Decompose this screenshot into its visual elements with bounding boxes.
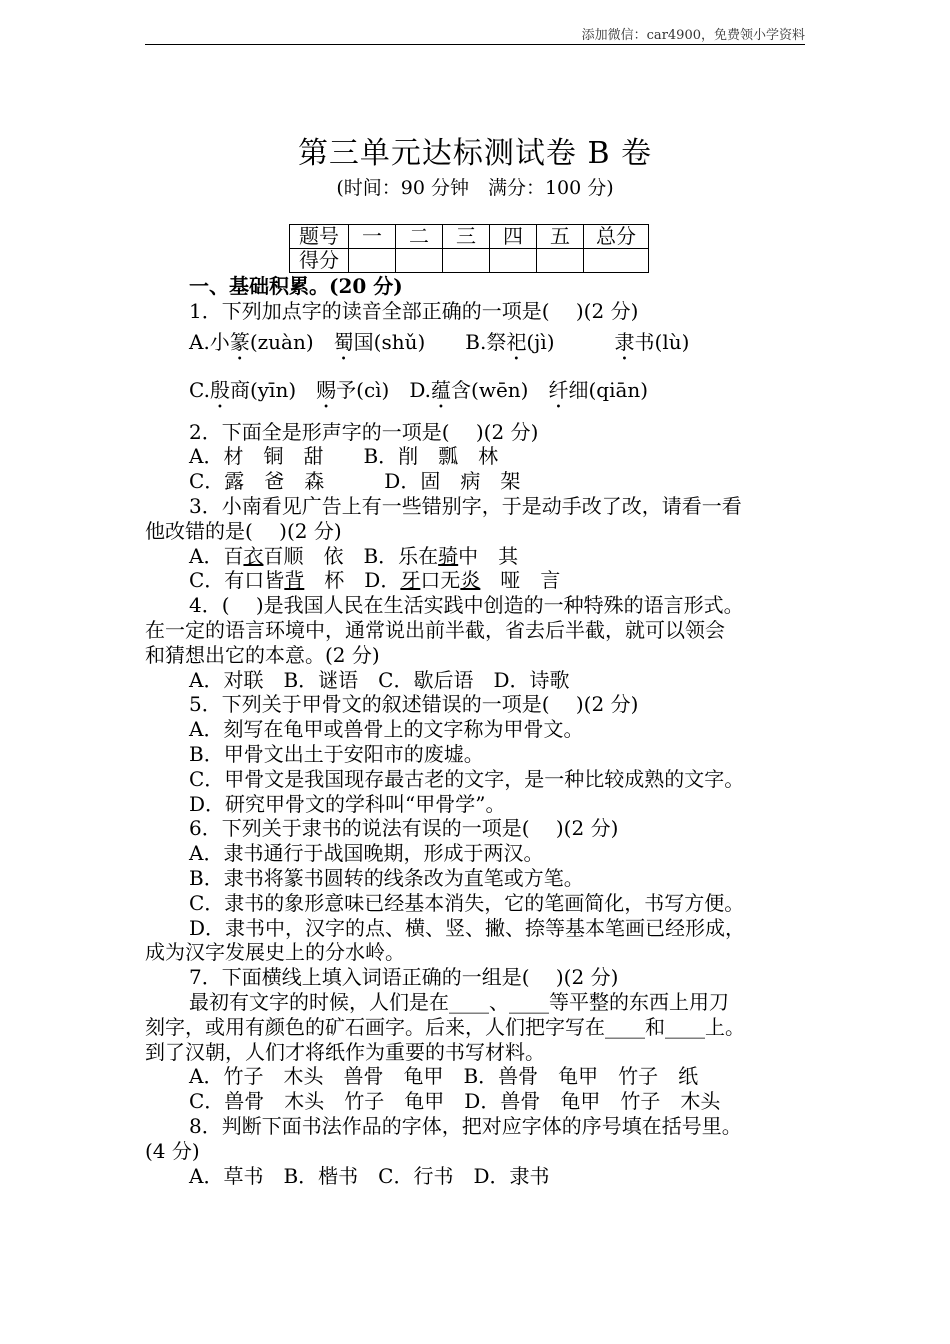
passage-line: 刻字，或用有颜色的矿石画字。后来，人们把字写在____和____上。 (145, 1014, 745, 1039)
option-line: B．甲骨文出土于安阳市的废墟。 (189, 741, 484, 766)
score-header-label: 题号 (290, 225, 349, 249)
header-note: 添加微信：car4900，免费领小学资料 (581, 28, 805, 43)
score-header-total: 总分 (584, 225, 649, 249)
option-line: A．隶书通行于战国晚期，形成于两汉。 (189, 841, 544, 866)
score-cell[interactable] (349, 249, 396, 273)
option-text: 口无 (420, 568, 461, 593)
page-subtitle: (时间：90 分钟 满分：100 分) (336, 177, 614, 199)
score-table-header-row (290, 225, 649, 249)
option-text: 细(qiān) (568, 377, 649, 402)
option-line (145, 568, 825, 593)
option-text: 含(wēn) (451, 377, 549, 402)
option-line: B．隶书将篆书圆转的线条改为直笔或方笔。 (189, 865, 584, 890)
score-total-cell[interactable] (584, 249, 649, 273)
option-line: A．对联 B．谜语 C．歇后语 D．诗歌 (189, 667, 570, 692)
score-header-cell: 一 (349, 225, 396, 249)
exam-content (145, 274, 825, 1188)
option-text: 予(cì) D. (336, 377, 432, 402)
option-text: A．百 (189, 543, 244, 568)
dotted-char: 蕴 (431, 377, 452, 402)
question-stem: 4．( )是我国人民在生活实践中创造的一种特殊的语言形式。 (189, 593, 744, 618)
option-line: C．隶书的象形意味已经基本消失，它的笔画简化，书写方便。 (189, 890, 745, 915)
dotted-char: 蜀 (333, 329, 354, 354)
option-text: A.小 (189, 329, 230, 354)
page-title: 第三单元达标测试卷 B 卷 (297, 136, 653, 171)
option-line: A．刻写在龟甲或兽骨上的文字称为甲骨文。 (189, 717, 584, 742)
underlined-char: 背 (284, 568, 305, 593)
option-line: D．研究甲骨文的学科叫“甲骨学”。 (189, 791, 506, 816)
score-table (289, 224, 649, 273)
option-line: A．材 铜 甜 B．削 瓢 林 (189, 444, 499, 469)
option-text: C．有口皆 (189, 568, 285, 593)
question-stem-cont: 和猜想出它的本意。(2 分) (145, 642, 380, 667)
underlined-char: 衣 (243, 543, 264, 568)
option-text: 哑 言 (480, 568, 561, 593)
score-cell[interactable] (396, 249, 443, 273)
option-text: 商(yīn) (229, 377, 317, 402)
dotted-char: 隶 (614, 329, 635, 354)
question-stem: 6．下列关于隶书的说法有误的一项是( )(2 分) (189, 816, 619, 841)
question-stem: 7．下面横线上填入词语正确的一组是( )(2 分) (189, 965, 619, 990)
question-stem-cont: 他改错的是( )(2 分) (145, 518, 342, 543)
option-text: (jì) (526, 329, 615, 354)
option-line-cont: 成为汉字发展史上的分水岭。 (145, 940, 405, 965)
header-rule (145, 44, 805, 45)
option-text: 国(shǔ) B.祭 (353, 329, 507, 354)
option-text: (zuàn) (249, 329, 334, 354)
score-header-cell: 三 (443, 225, 490, 249)
option-text: 杯 D． (304, 568, 401, 593)
question-stem: 8．判断下面书法作品的字体，把对应字体的序号填在括号里。 (189, 1113, 742, 1138)
passage-line: 到了汉朝，人们才将纸作为重要的书写材料。 (145, 1039, 545, 1064)
underlined-char: 炎 (460, 568, 481, 593)
dotted-char: 赐 (316, 377, 337, 402)
score-table-score-row (290, 249, 649, 273)
dotted-char: 殷 (209, 377, 230, 402)
option-text: 书(lù) (634, 329, 690, 354)
dotted-char: 祀 (506, 329, 527, 354)
question-stem: 1．下列加点字的读音全部正确的一项是( )(2 分) (189, 298, 639, 323)
option-text: 中 其 (458, 543, 519, 568)
option-line: D．隶书中，汉字的点、横、竖、撇、捺等基本笔画已经形成， (189, 915, 746, 940)
option-line: C．露 爸 森 D．固 病 架 (189, 469, 521, 494)
question-stem: 5．下列关于甲骨文的叙述错误的一项是( )(2 分) (189, 692, 639, 717)
question-stem-cont: (4 分) (145, 1138, 200, 1163)
score-header-cell: 二 (396, 225, 443, 249)
option-text: C. (189, 377, 210, 402)
underlined-char: 牙 (400, 568, 421, 593)
dotted-char: 纤 (548, 377, 569, 402)
score-header-cell: 五 (537, 225, 584, 249)
score-cell[interactable] (537, 249, 584, 273)
option-line: A．草书 B．楷书 C．行书 D．隶书 (189, 1163, 550, 1188)
score-header-cell: 四 (490, 225, 537, 249)
score-cell[interactable] (490, 249, 537, 273)
option-text: 百顺 依 B．乐在 (263, 543, 439, 568)
underlined-char: 骑 (438, 543, 459, 568)
option-line (145, 324, 825, 372)
question-stem-cont: 在一定的语言环境中，通常说出前半截，省去后半截，就可以领会 (145, 617, 725, 642)
option-line: C．兽骨 木头 竹子 龟甲 D．兽骨 龟甲 竹子 木头 (189, 1089, 721, 1114)
passage-line: 最初有文字的时候，人们是在____、____等平整的东西上用刀 (189, 989, 729, 1014)
question-stem: 3．小南看见广告上有一些错别字，于是动手改了改，请看一看 (189, 493, 742, 518)
option-line: A．竹子 木头 兽骨 龟甲 B．兽骨 龟甲 竹子 纸 (189, 1064, 699, 1089)
option-line (145, 544, 825, 569)
score-row-label: 得分 (290, 249, 349, 273)
question-stem: 2．下面全是形声字的一项是( )(2 分) (189, 419, 539, 444)
dotted-char: 篆 (229, 329, 250, 354)
option-line (145, 372, 825, 420)
option-line: C．甲骨文是我国现存最古老的文字，是一种比较成熟的文字。 (189, 766, 745, 791)
section-heading: 一、基础积累。(20 分) (189, 274, 403, 298)
score-cell[interactable] (443, 249, 490, 273)
